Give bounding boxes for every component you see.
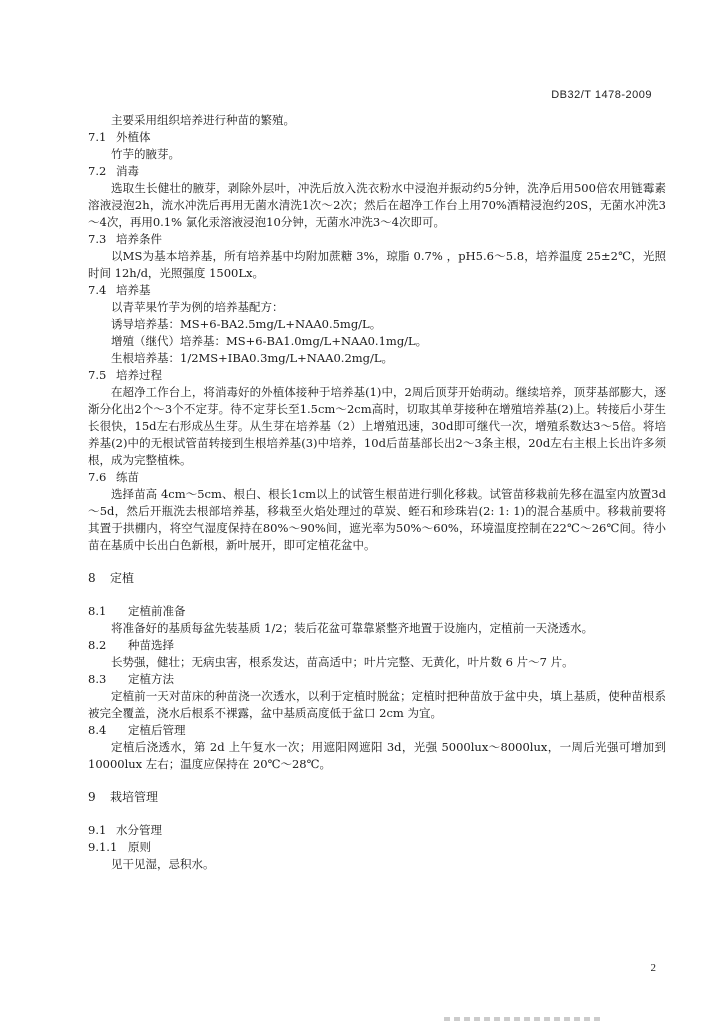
formula-rooting: 生根培养基：1/2MS+IBA0.3mg/L+NAA0.2mg/L。	[111, 351, 394, 365]
heading-num: 8.3	[88, 672, 107, 686]
heading-num: 8	[88, 571, 96, 585]
heading-7-4	[88, 282, 666, 299]
para-9-1-1: 见干见湿，忌积水。	[111, 857, 215, 871]
heading-8-4	[88, 722, 666, 739]
para-7-6: 选择苗高 4cm～5cm、根白、根长1cm以上的试管生根苗进行驯化移栽。试管苗移栽前先移在温室内放置3d～5d，然后开瓶洗去根部培养基，移栽至火焰处理过的草炭、蛭石和珍珠岩(2: 1: 1)的混合基质中。移栽前要将其置于拱棚内，将空气湿度保持在80%～90%间，遮光率为50%～60%，环境温度控制在22℃～26℃间。待小苗在基质中长出白色新根，新叶展开，即可定植花盆中。	[88, 487, 666, 552]
heading-title: 消毒	[116, 164, 139, 178]
heading-num: 7.2	[88, 164, 107, 178]
formula-proliferation: 增殖（继代）培养基：MS+6-BA1.0mg/L+NAA0.1mg/L。	[111, 334, 428, 348]
heading-num: 9.1.1	[88, 840, 118, 854]
heading-title: 练苗	[116, 470, 139, 484]
heading-9-1-1	[88, 839, 666, 856]
page-number: 2	[650, 962, 656, 974]
heading-7-6	[88, 469, 666, 486]
heading-title: 培养过程	[116, 368, 162, 382]
heading-num: 7.4	[88, 283, 107, 297]
heading-7-3	[88, 231, 666, 248]
para-8-4: 定植后浇透水，第 2d 上午复水一次；用遮阳网遮阳 3d，光强 5000lux～8000lux，一周后光强可增加到 10000lux 左右；温度应保持在 20℃～28℃。	[88, 740, 666, 771]
heading-7-1	[88, 129, 666, 146]
heading-title: 培养条件	[116, 232, 162, 246]
heading-8-2	[88, 637, 666, 654]
heading-title: 原则	[128, 840, 151, 854]
heading-num: 8.4	[88, 723, 107, 737]
heading-title: 定植前准备	[128, 604, 186, 618]
heading-8	[88, 570, 666, 587]
heading-9-1	[88, 822, 666, 839]
para-7-1: 竹芋的腋芽。	[111, 147, 180, 161]
heading-title: 定植后管理	[128, 723, 186, 737]
para-8-3: 定植前一天对苗床的种苗浇一次透水，以利于定植时脱盆；定植时把种苗放于盆中央，填上基质，使种苗根系被完全覆盖，浇水后根系不裸露，盆中基质高度低于盆口 2cm 为宜。	[88, 689, 666, 720]
heading-num: 7.6	[88, 470, 107, 484]
heading-title: 外植体	[116, 130, 151, 144]
heading-title: 定植方法	[128, 672, 174, 686]
heading-num: 8.1	[88, 604, 107, 618]
heading-7-5	[88, 367, 666, 384]
document-body	[88, 112, 666, 873]
heading-title: 栽培管理	[110, 790, 159, 804]
heading-8-3	[88, 671, 666, 688]
heading-num: 7.1	[88, 130, 107, 144]
heading-title: 培养基	[116, 283, 151, 297]
standard-code: DB32/T 1478-2009	[551, 89, 652, 101]
heading-title: 定植	[110, 571, 135, 585]
formula-intro: 以青苹果竹芋为例的培养基配方：	[111, 300, 284, 314]
para-7-3: 以MS为基本培养基，所有培养基中均附加蔗糖 3%，琼脂 0.7% ，pH5.6～5.8，培养温度 25±2℃，光照时间 12h/d，光照强度 1500Lx。	[88, 249, 666, 280]
heading-7-2	[88, 163, 666, 180]
heading-title: 水分管理	[116, 823, 162, 837]
para-7-2: 选取生长健壮的腋芽，剥除外层叶，冲洗后放入洗衣粉水中浸泡并振动约5分钟，洗净后用500倍农用链霉素溶液浸泡2h，流水冲洗后再用无菌水清洗1次～2次；然后在超净工作台上用70%酒精浸泡约20S，无菌水冲洗3～4次，再用0.1% 氯化汞溶液浸泡10分钟，无菌水冲洗3～4次即可。	[88, 181, 666, 229]
para-7-5: 在超净工作台上，将消毒好的外植体接种于培养基(1)中，2周后顶芽开始萌动。继续培养，顶芽基部膨大，逐渐分化出2个～3个不定芽。待不定芽长至1.5cm～2cm高时，切取其单芽接种在增殖培养基(2)上。转接后小芽生长很快，15d左右形成丛生芽。从生芽在培养基（2）上增殖迅速，30d即可继代一次，增殖系数达3～5倍。将培养基(2)中的无根试管苗转接到生根培养基(3)中培养，10d后苗基部长出2～3条主根，20d左右主根上长出许多须根，成为完整植株。	[88, 385, 666, 467]
heading-num: 7.3	[88, 232, 107, 246]
heading-num: 9.1	[88, 823, 107, 837]
heading-9	[88, 789, 666, 806]
scan-artifact	[444, 1017, 604, 1021]
heading-title: 种苗选择	[128, 638, 174, 652]
intro-line: 主要采用组织培养进行种苗的繁殖。	[111, 113, 295, 127]
heading-num: 8.2	[88, 638, 107, 652]
heading-num: 9	[88, 790, 96, 804]
para-8-2: 长势强，健壮；无病虫害，根系发达，苗高适中；叶片完整、无黄化，叶片数 6 片～7 片。	[111, 655, 574, 669]
formula-induction: 诱导培养基：MS+6-BA2.5mg/L+NAA0.5mg/L。	[111, 317, 382, 331]
para-8-1: 将准备好的基质每盆先装基质 1/2；装后花盆可靠靠紧整齐地置于设施内，定植前一天浇透水。	[111, 621, 594, 635]
heading-num: 7.5	[88, 368, 107, 382]
heading-8-1	[88, 603, 666, 620]
